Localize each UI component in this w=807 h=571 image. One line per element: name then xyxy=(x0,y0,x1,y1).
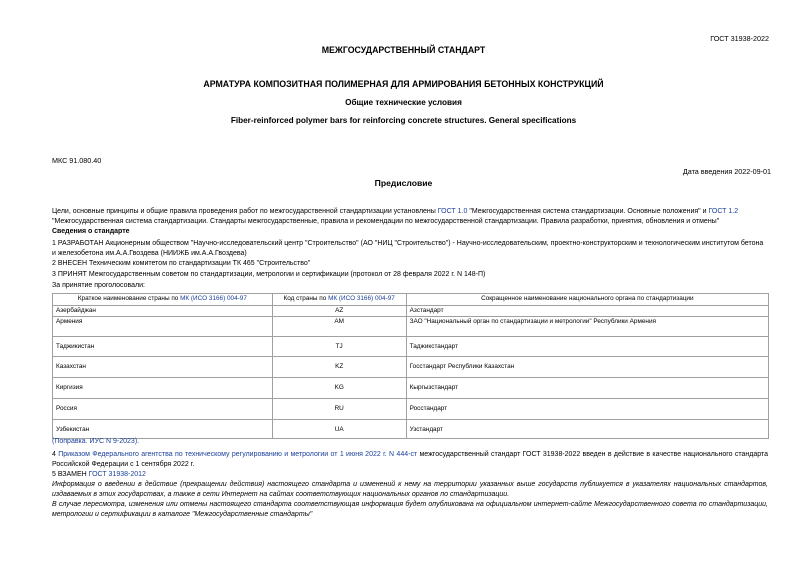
preface-paragraph: Цели, основные принципы и общие правила проведения работ по межгосударственной стандартизации установлены ГОСТ 1.0 "Межгосударственная система стандартизации. Основные положения" и ГОСТ 1.2 "Межгосударственная система стандартизации. Стандарты межгосударственные, правила и рекомендации по межгосударственной стандартизации. Правила разработки, принятия, обновления и отмены" xyxy=(52,208,739,225)
table-row: Таджикистан TJ Таджикстандарт xyxy=(53,337,769,357)
order-link[interactable]: Приказом Федерального агентства по техническому регулированию и метрологии от 1 июня 2022 г. N 444-ст xyxy=(58,451,418,458)
gost-1-2-link[interactable]: ГОСТ 1.2 xyxy=(708,208,739,215)
mks-code: МКС 91.080.40 xyxy=(52,156,102,165)
note-revision: В случае пересмотра, изменения или отмены настоящего стандарта соответствующая информация будет опубликована на официальном интернет-сайте Межгосударственного совета по стандартизации, метрологии и сертификации в каталоге "Межгосударственные стандарты" xyxy=(52,501,768,518)
table-header-row xyxy=(53,294,769,306)
document-title-en: Fiber-reinforced polymer bars for reinforcing concrete structures. General specifications xyxy=(230,116,577,125)
doc-code: ГОСТ 31938-2022 xyxy=(710,34,769,43)
gost-1-0-link[interactable]: ГОСТ 1.0 xyxy=(437,208,468,215)
preface-title: Предисловие xyxy=(374,178,433,188)
intro-date: Дата введения 2022-09-01 xyxy=(682,167,771,176)
mk-iso-link[interactable]: МК (ИСО 3166) 004-97 xyxy=(180,295,247,302)
document-subtitle: Общие технические условия xyxy=(345,98,462,107)
document-title: АРМАТУРА КОМПОЗИТНАЯ ПОЛИМЕРНАЯ ДЛЯ АРМИРОВАНИЯ БЕТОННЫХ КОНСТРУКЦИЙ xyxy=(203,79,604,89)
amendment-link[interactable]: (Поправка. ИУС N 9-2023). xyxy=(52,438,140,445)
info-heading: Сведения о стандарте xyxy=(52,228,130,235)
note-intro: Информация о введении в действие (прекращении действия) настоящего стандарта и изменений к нему на территории указанных выше государств публикуется в указателях национальных стандартов, издаваемых в этих государствах, а также в сети Интернет на сайтах соответствующих национальных органов по стандартизации. xyxy=(52,481,768,498)
table-row: Казахстан KZ Госстандарт Республики Казахстан xyxy=(53,357,769,378)
item-4: 4 Приказом Федерального агентства по техническому регулированию и метрологии от 1 июня 2022 г. N 444-ст межгосударственный стандарт ГОСТ 31938-2022 введен в действие в качестве национального стандарта Российской Федерации с 1 сентября 2022 г. xyxy=(52,451,768,468)
countries-table xyxy=(52,293,769,439)
col-code-header: Код страны по МК (ИСО 3166) 004-97 xyxy=(272,294,406,306)
voted-label: За принятие проголосовали: xyxy=(52,282,145,289)
standard-type: МЕЖГОСУДАРСТВЕННЫЙ СТАНДАРТ xyxy=(321,45,486,55)
item-3: 3 ПРИНЯТ Межгосударственным советом по стандартизации, метрологии и сертификации (протокол от 28 февраля 2022 г. N 148-П) xyxy=(52,271,486,278)
item-5: 5 ВЗАМЕН ГОСТ 31938-2012 xyxy=(52,471,146,478)
gost-31938-2012-link[interactable]: ГОСТ 31938-2012 xyxy=(88,471,146,478)
mk-iso-link[interactable]: МК (ИСО 3166) 004-97 xyxy=(328,295,395,302)
table-row: Узбекистан UA Узстандарт xyxy=(53,420,769,439)
item-1: 1 РАЗРАБОТАН Акционерным обществом "Научно-исследовательский центр "Строительство" (АО "НИЦ "Строительство") - Научно-исследовательским, проектно-конструкторским и технологическим институтом бетона и железобетона им.А.А.Гвоздева (НИИЖБ им.А.А.Гвоздева) xyxy=(52,240,764,257)
col-country-header: Краткое наименование страны по МК (ИСО 3166) 004-97 xyxy=(53,294,273,306)
item-2: 2 ВНЕСЕН Техническим комитетом по стандартизации ТК 465 "Строительство" xyxy=(52,260,311,267)
table-row: Россия RU Росстандарт xyxy=(53,399,769,420)
table-row: Азербайджан AZ Азстандарт xyxy=(53,306,769,317)
col-body-header: Сокращенное наименование национального органа по стандартизации xyxy=(406,294,768,306)
table-row: Киргизия KG Кыргызстандарт xyxy=(53,378,769,399)
table-row: Армения AM ЗАО "Национальный орган по стандартизации и метрологии" Республики Армения xyxy=(53,317,769,337)
